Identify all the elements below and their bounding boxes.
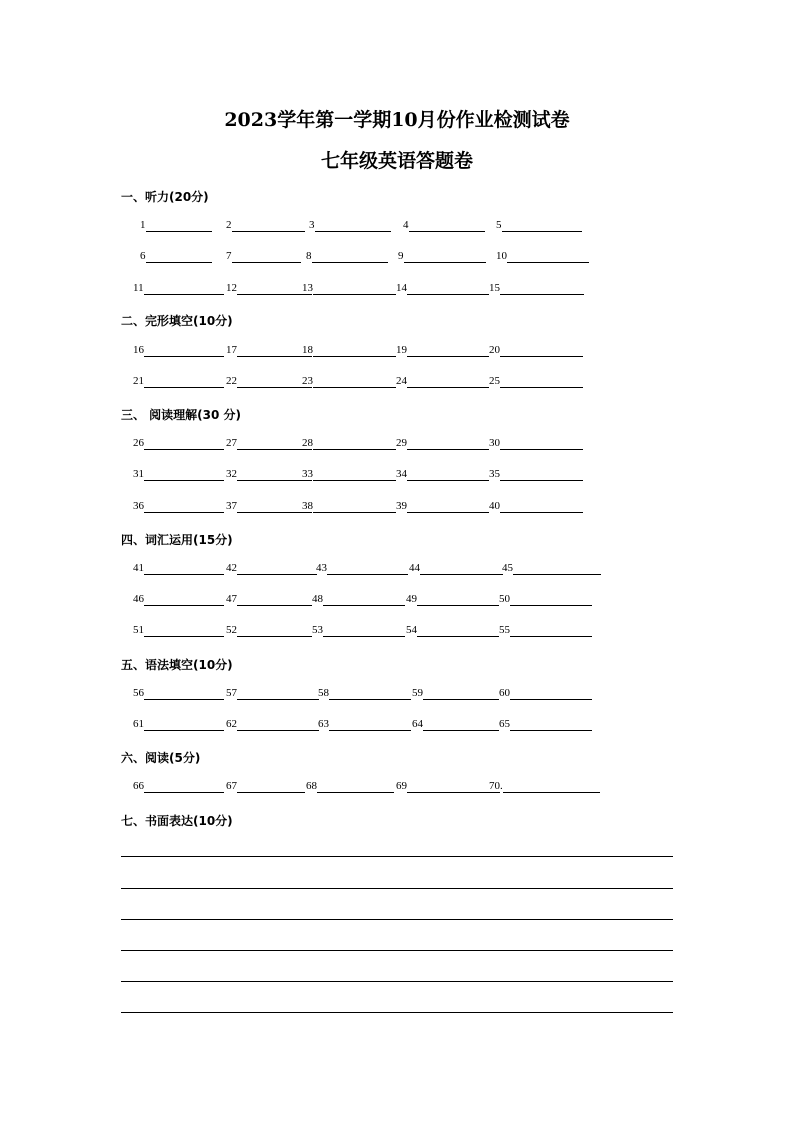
answer-blank[interactable]: [237, 624, 312, 637]
question-number: 56: [133, 687, 144, 699]
question-number: 5: [496, 219, 502, 231]
question-number: 51: [133, 624, 144, 636]
writing-line[interactable]: [121, 981, 673, 982]
answer-blank[interactable]: [144, 718, 224, 731]
answer-item: [499, 686, 592, 700]
answer-blank[interactable]: [329, 718, 411, 731]
question-number: 8: [306, 250, 312, 262]
section-title-grammar: 五、语法填空(10分): [121, 658, 233, 672]
question-number: 21: [133, 375, 144, 387]
answer-item: [406, 592, 499, 606]
answer-blank[interactable]: [313, 282, 396, 295]
question-number: 67: [226, 780, 237, 792]
question-number: 38: [302, 500, 313, 512]
answer-item: [309, 218, 391, 232]
question-number: 1: [140, 219, 146, 231]
answer-blank[interactable]: [500, 344, 583, 357]
question-number: 24: [396, 375, 407, 387]
answer-item: [489, 499, 583, 513]
question-number: 45: [502, 562, 513, 574]
question-number: 49: [406, 593, 417, 605]
question-number: 36: [133, 500, 144, 512]
answer-item: [226, 218, 305, 232]
answer-item: [396, 499, 489, 513]
question-number: 22: [226, 375, 237, 387]
answer-item: [226, 374, 312, 388]
question-number: 40: [489, 500, 500, 512]
answer-item: [226, 779, 305, 793]
page-subtitle: 七年级英语答题卷: [320, 150, 473, 172]
answer-item: [489, 467, 583, 481]
question-number: 30: [489, 437, 500, 449]
answer-blank[interactable]: [417, 593, 499, 606]
section-title-vocabulary: 四、词汇运用(15分): [121, 533, 233, 547]
answer-item: [226, 249, 301, 263]
answer-item: [133, 343, 224, 357]
answer-blank[interactable]: [500, 375, 583, 388]
question-number: 11: [133, 282, 144, 294]
answer-item: [133, 623, 224, 637]
answer-blank[interactable]: [237, 780, 305, 793]
answer-blank[interactable]: [420, 562, 503, 575]
question-number: 34: [396, 468, 407, 480]
answer-blank[interactable]: [423, 687, 499, 700]
question-number: 60: [499, 687, 510, 699]
section-title-reading: 三、 阅读理解(30 分): [121, 408, 242, 422]
question-number: 69: [396, 780, 407, 792]
answer-item: [140, 249, 212, 263]
answer-item: [312, 623, 405, 637]
answer-blank[interactable]: [404, 250, 486, 263]
question-number: 18: [302, 344, 313, 356]
question-number: 15: [489, 282, 500, 294]
question-number: 7: [226, 250, 232, 262]
question-number: 4: [403, 219, 409, 231]
writing-line[interactable]: [121, 950, 673, 951]
answer-item: [316, 561, 408, 575]
question-number: 37: [226, 500, 237, 512]
answer-blank[interactable]: [144, 500, 224, 513]
answer-blank[interactable]: [409, 219, 485, 232]
answer-blank[interactable]: [144, 687, 224, 700]
question-number: 28: [302, 437, 313, 449]
answer-item: [226, 343, 312, 357]
answer-item: [226, 686, 319, 700]
question-number: 54: [406, 624, 417, 636]
answer-blank[interactable]: [513, 562, 601, 575]
question-number: 41: [133, 562, 144, 574]
answer-item: [496, 218, 582, 232]
question-number: 19: [396, 344, 407, 356]
answer-item: [226, 436, 312, 450]
answer-blank[interactable]: [237, 375, 312, 388]
answer-blank[interactable]: [407, 437, 489, 450]
answer-item: [412, 717, 499, 731]
answer-blank[interactable]: [502, 219, 582, 232]
question-number: 25: [489, 375, 500, 387]
question-number: 6: [140, 250, 146, 262]
question-number: 3: [309, 219, 315, 231]
question-number: 58: [318, 687, 329, 699]
answer-blank[interactable]: [313, 375, 396, 388]
question-number: 12: [226, 282, 237, 294]
answer-blank[interactable]: [417, 624, 499, 637]
answer-blank[interactable]: [144, 593, 224, 606]
answer-item: [226, 717, 319, 731]
answer-item: [403, 218, 485, 232]
question-number: 57: [226, 687, 237, 699]
answer-item: [226, 499, 312, 513]
answer-blank[interactable]: [510, 593, 592, 606]
answer-item: [226, 592, 312, 606]
section-title-reading-short: 六、阅读(5分): [121, 751, 201, 765]
answer-item: [396, 374, 489, 388]
answer-blank[interactable]: [510, 687, 592, 700]
answer-blank[interactable]: [144, 468, 224, 481]
answer-item: [302, 467, 396, 481]
answer-blank[interactable]: [144, 562, 224, 575]
answer-item: [499, 717, 592, 731]
answer-blank[interactable]: [144, 624, 224, 637]
question-number: 68: [306, 780, 317, 792]
answer-blank[interactable]: [423, 718, 499, 731]
answer-item: [396, 436, 489, 450]
answer-blank[interactable]: [317, 780, 394, 793]
answer-item: [312, 592, 405, 606]
answer-item: [133, 686, 224, 700]
question-number: 44: [409, 562, 420, 574]
question-number: 29: [396, 437, 407, 449]
question-number: 53: [312, 624, 323, 636]
question-number: 52: [226, 624, 237, 636]
answer-item: [302, 281, 396, 295]
question-number: 27: [226, 437, 237, 449]
answer-blank[interactable]: [313, 500, 396, 513]
question-number: 33: [302, 468, 313, 480]
answer-item: [226, 467, 312, 481]
answer-item: [302, 499, 396, 513]
answer-item: [396, 281, 489, 295]
answer-item: [489, 779, 600, 793]
section-title-writing: 七、书面表达(10分): [121, 814, 233, 828]
answer-item: [133, 499, 224, 513]
question-number: 10: [496, 250, 507, 262]
answer-item: [499, 592, 592, 606]
answer-item: [409, 561, 503, 575]
question-number: 9: [398, 250, 404, 262]
answer-item: [306, 779, 394, 793]
answer-item: [226, 561, 317, 575]
answer-item: [306, 249, 388, 263]
answer-blank[interactable]: [327, 562, 408, 575]
answer-blank[interactable]: [407, 282, 489, 295]
answer-item: [302, 374, 396, 388]
question-number: 35: [489, 468, 500, 480]
answer-item: [140, 218, 212, 232]
question-number: 17: [226, 344, 237, 356]
answer-item: [412, 686, 499, 700]
answer-blank[interactable]: [329, 687, 411, 700]
answer-item: [502, 561, 601, 575]
answer-blank[interactable]: [315, 219, 391, 232]
question-number: 16: [133, 344, 144, 356]
question-number: 55: [499, 624, 510, 636]
answer-item: [489, 343, 583, 357]
answer-blank[interactable]: [510, 718, 592, 731]
question-number: 64: [412, 718, 423, 730]
answer-blank[interactable]: [237, 500, 312, 513]
answer-item: [398, 249, 486, 263]
answer-blank[interactable]: [237, 562, 317, 575]
question-number: 31: [133, 468, 144, 480]
question-number: 46: [133, 593, 144, 605]
answer-item: [133, 281, 224, 295]
answer-item: [489, 436, 583, 450]
answer-item: [133, 592, 224, 606]
answer-blank[interactable]: [407, 468, 489, 481]
answer-blank[interactable]: [407, 500, 489, 513]
question-number: 63: [318, 718, 329, 730]
answer-item: [496, 249, 589, 263]
answer-item: [318, 717, 411, 731]
answer-blank[interactable]: [237, 344, 312, 357]
answer-blank[interactable]: [313, 344, 396, 357]
question-number: 23: [302, 375, 313, 387]
answer-blank[interactable]: [144, 344, 224, 357]
answer-blank[interactable]: [232, 250, 301, 263]
answer-blank[interactable]: [323, 624, 405, 637]
answer-item: [499, 623, 592, 637]
question-number: 32: [226, 468, 237, 480]
question-number: 48: [312, 593, 323, 605]
question-number: 59: [412, 687, 423, 699]
question-number: 43: [316, 562, 327, 574]
answer-blank[interactable]: [312, 250, 388, 263]
answer-blank[interactable]: [144, 282, 224, 295]
page-title: 2023学年第一学期10月份作业检测试卷: [224, 109, 570, 131]
writing-line[interactable]: [121, 1012, 673, 1013]
answer-item: [226, 281, 312, 295]
writing-line[interactable]: [121, 856, 673, 857]
answer-blank[interactable]: [232, 219, 305, 232]
answer-blank[interactable]: [500, 468, 583, 481]
answer-blank[interactable]: [237, 687, 319, 700]
question-number: 39: [396, 500, 407, 512]
answer-item: [396, 467, 489, 481]
section-title-cloze: 二、完形填空(10分): [121, 314, 233, 328]
question-number: 61: [133, 718, 144, 730]
answer-blank[interactable]: [237, 593, 312, 606]
answer-item: [302, 436, 396, 450]
answer-blank[interactable]: [407, 344, 489, 357]
question-number: 42: [226, 562, 237, 574]
answer-blank[interactable]: [313, 437, 396, 450]
answer-blank[interactable]: [323, 593, 405, 606]
answer-blank[interactable]: [237, 282, 312, 295]
question-number: 2: [226, 219, 232, 231]
answer-blank[interactable]: [237, 718, 319, 731]
answer-item: [133, 374, 224, 388]
question-number: 70.: [489, 780, 503, 792]
answer-blank[interactable]: [144, 437, 224, 450]
answer-item: [489, 281, 584, 295]
answer-blank[interactable]: [146, 250, 212, 263]
question-number: 20: [489, 344, 500, 356]
question-number: 50: [499, 593, 510, 605]
answer-blank[interactable]: [146, 219, 212, 232]
question-number: 26: [133, 437, 144, 449]
question-number: 62: [226, 718, 237, 730]
answer-item: [133, 779, 224, 793]
question-number: 14: [396, 282, 407, 294]
answer-blank[interactable]: [144, 780, 224, 793]
answer-item: [133, 467, 224, 481]
question-number: 65: [499, 718, 510, 730]
answer-item: [133, 561, 224, 575]
answer-blank[interactable]: [407, 375, 489, 388]
question-number: 47: [226, 593, 237, 605]
answer-item: [406, 623, 499, 637]
answer-blank[interactable]: [500, 500, 583, 513]
answer-item: [133, 436, 224, 450]
answer-blank[interactable]: [510, 624, 592, 637]
section-title-listening: 一、听力(20分): [121, 190, 209, 204]
answer-item: [302, 343, 396, 357]
answer-item: [396, 343, 489, 357]
question-number: 13: [302, 282, 313, 294]
answer-item: [318, 686, 411, 700]
answer-blank[interactable]: [500, 282, 584, 295]
answer-item: [396, 779, 500, 793]
answer-blank[interactable]: [500, 437, 583, 450]
question-number: 66: [133, 780, 144, 792]
answer-blank[interactable]: [507, 250, 589, 263]
answer-item: [489, 374, 583, 388]
writing-line[interactable]: [121, 919, 673, 920]
answer-item: [226, 623, 312, 637]
answer-item: [133, 717, 224, 731]
writing-line[interactable]: [121, 888, 673, 889]
answer-blank[interactable]: [144, 375, 224, 388]
answer-blank[interactable]: [313, 468, 396, 481]
answer-blank[interactable]: [407, 780, 500, 793]
answer-blank[interactable]: [503, 780, 600, 793]
answer-blank[interactable]: [237, 437, 312, 450]
answer-blank[interactable]: [237, 468, 312, 481]
